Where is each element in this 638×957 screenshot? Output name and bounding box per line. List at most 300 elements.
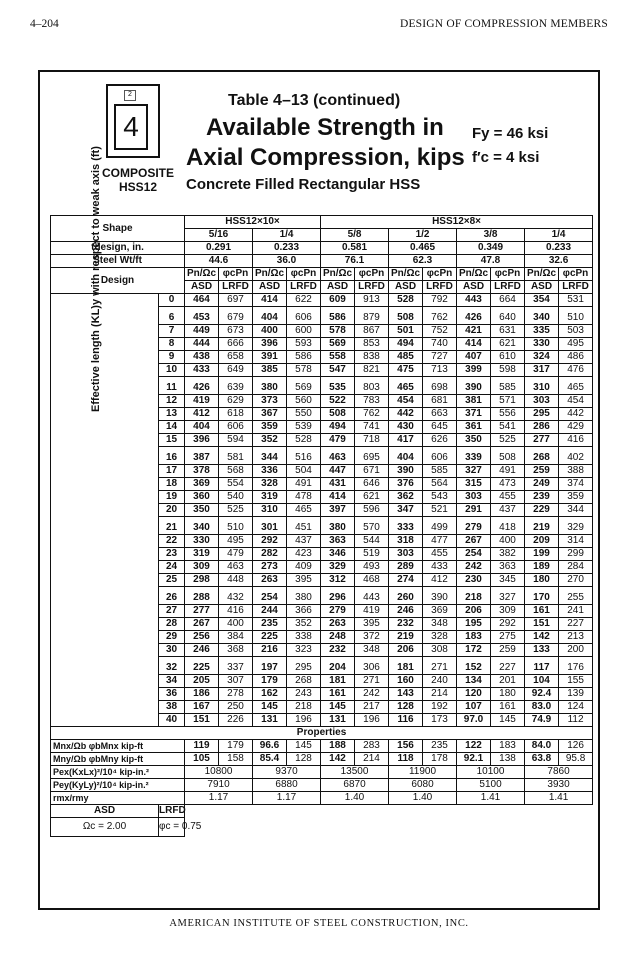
strength-cell: 292 <box>491 618 525 631</box>
lrfd-label: LRFD <box>287 281 321 294</box>
strength-cell: 535 <box>321 377 355 395</box>
asd-header: Pn/Ωc <box>321 268 355 281</box>
length-cell: 16 <box>159 447 185 465</box>
strength-cell: 362 <box>389 491 423 504</box>
strength-cell: 400 <box>219 618 253 631</box>
strength-cell: 225 <box>185 657 219 675</box>
mny-value: 128 <box>287 753 321 766</box>
shape-label: Shape <box>51 216 185 242</box>
mnx-label: Mnx/Ωb φbMnx kip-ft <box>51 740 185 753</box>
strength-cell: 681 <box>423 395 457 408</box>
strength-cell: 143 <box>389 688 423 701</box>
asd-label: ASD <box>185 281 219 294</box>
lrfd-header: φcPn <box>355 268 389 281</box>
strength-cell: 309 <box>491 605 525 618</box>
strength-cell: 133 <box>525 644 559 657</box>
mnx-value: 188 <box>321 740 355 753</box>
strength-cell: 284 <box>559 561 593 574</box>
strength-cell: 279 <box>457 517 491 535</box>
strength-cell: 112 <box>559 714 593 727</box>
length-cell: 7 <box>159 325 185 338</box>
strength-cell: 338 <box>287 631 321 644</box>
strength-cell: 463 <box>321 447 355 465</box>
strength-cell: 741 <box>355 421 389 434</box>
strength-cell: 359 <box>559 491 593 504</box>
strength-cell: 495 <box>219 535 253 548</box>
strength-cell: 596 <box>355 504 389 517</box>
strength-cell: 329 <box>559 517 593 535</box>
strength-cell: 727 <box>423 351 457 364</box>
strength-cell: 838 <box>355 351 389 364</box>
strength-cell: 438 <box>185 351 219 364</box>
strength-cell: 476 <box>559 364 593 377</box>
strength-cell: 629 <box>219 395 253 408</box>
strength-cell: 344 <box>253 447 287 465</box>
strength-cell: 621 <box>491 338 525 351</box>
strength-cell: 229 <box>525 504 559 517</box>
strength-cell: 679 <box>219 307 253 325</box>
strength-cell: 569 <box>321 338 355 351</box>
strength-cell: 390 <box>389 465 423 478</box>
material-properties <box>472 122 548 170</box>
strength-cell: 468 <box>355 574 389 587</box>
length-cell: 24 <box>159 561 185 574</box>
mnx-value: 126 <box>559 740 593 753</box>
length-cell: 34 <box>159 675 185 688</box>
strength-cell: 388 <box>559 465 593 478</box>
strength-cell: 486 <box>559 351 593 364</box>
strength-cell: 521 <box>423 504 457 517</box>
length-cell: 15 <box>159 434 185 447</box>
strength-cell: 594 <box>219 434 253 447</box>
strength-cell: 378 <box>185 465 219 478</box>
strength-cell: 309 <box>185 561 219 574</box>
strength-cell: 543 <box>423 491 457 504</box>
strength-cell: 409 <box>287 561 321 574</box>
steelwt-value: 36.0 <box>253 255 321 268</box>
strength-cell: 539 <box>287 421 321 434</box>
strength-cell: 412 <box>185 408 219 421</box>
length-cell: 10 <box>159 364 185 377</box>
strength-cell: 416 <box>219 605 253 618</box>
mny-value: 214 <box>355 753 389 766</box>
tdesign-label: tdesign, in. <box>51 242 185 255</box>
strength-cell: 372 <box>355 631 389 644</box>
strength-cell: 618 <box>219 408 253 421</box>
strength-cell: 550 <box>287 408 321 421</box>
strength-cell: 204 <box>321 657 355 675</box>
strength-cell: 485 <box>389 351 423 364</box>
strength-cell: 396 <box>253 338 287 351</box>
strength-cell: 199 <box>525 548 559 561</box>
strength-cell: 525 <box>219 504 253 517</box>
strength-cell: 197 <box>253 657 287 675</box>
strength-cell: 181 <box>321 675 355 688</box>
strength-cell: 120 <box>457 688 491 701</box>
strength-cell: 414 <box>321 491 355 504</box>
strength-cell: 448 <box>219 574 253 587</box>
strength-cell: 319 <box>185 548 219 561</box>
strength-cell: 404 <box>185 421 219 434</box>
strength-cell: 259 <box>491 644 525 657</box>
strength-cell: 598 <box>491 364 525 377</box>
strength-cell: 426 <box>185 377 219 395</box>
strength-cell: 151 <box>525 618 559 631</box>
strength-cell: 376 <box>389 478 423 491</box>
strength-cell: 347 <box>389 504 423 517</box>
mnx-value: 183 <box>491 740 525 753</box>
strength-cell: 330 <box>185 535 219 548</box>
strength-cell: 83.0 <box>525 701 559 714</box>
strength-cell: 663 <box>423 408 457 421</box>
strength-cell: 303 <box>389 548 423 561</box>
strength-cell: 162 <box>253 688 287 701</box>
strength-cell: 335 <box>525 325 559 338</box>
strength-cell: 310 <box>525 377 559 395</box>
steelwt-row <box>51 255 593 268</box>
strength-cell: 558 <box>321 351 355 364</box>
tab-small-number: 2 <box>124 90 136 101</box>
blank-area <box>185 805 593 837</box>
strength-cell: 493 <box>355 561 389 574</box>
mnx-value: 156 <box>389 740 423 753</box>
mny-value: 158 <box>219 753 253 766</box>
strength-cell: 367 <box>253 408 287 421</box>
thickness-cell: 1/4 <box>253 229 321 242</box>
lrfd-header: φcPn <box>287 268 321 281</box>
strength-cell: 423 <box>287 548 321 561</box>
strength-cell: 323 <box>287 644 321 657</box>
pex-value: 10100 <box>457 766 525 779</box>
strength-cell: 465 <box>287 504 321 517</box>
strength-cell: 340 <box>525 307 559 325</box>
strength-cell: 92.4 <box>525 688 559 701</box>
strength-cell: 361 <box>457 421 491 434</box>
strength-cell: 107 <box>457 701 491 714</box>
strength-cell: 528 <box>287 434 321 447</box>
mnx-value: 96.6 <box>253 740 287 753</box>
strength-cell: 259 <box>525 465 559 478</box>
data-row <box>51 294 593 307</box>
strength-cell: 260 <box>389 587 423 605</box>
page-number: 4–204 <box>30 18 59 30</box>
strength-cell: 606 <box>423 447 457 465</box>
strength-cell: 658 <box>219 351 253 364</box>
strength-cell: 508 <box>389 307 423 325</box>
strength-cell: 695 <box>355 447 389 465</box>
strength-cell: 373 <box>253 395 287 408</box>
strength-cell: 374 <box>559 478 593 491</box>
strength-cell: 510 <box>219 517 253 535</box>
strength-cell: 299 <box>559 548 593 561</box>
strength-cell: 295 <box>525 408 559 421</box>
mnx-value: 145 <box>287 740 321 753</box>
strength-cell: 330 <box>525 338 559 351</box>
pey-value: 5100 <box>457 779 525 792</box>
strength-cell: 242 <box>457 561 491 574</box>
strength-cell: 350 <box>185 504 219 517</box>
shape-row <box>51 216 593 229</box>
strength-cell: 504 <box>287 465 321 478</box>
strength-cell: 433 <box>423 561 457 574</box>
strength-cell: 451 <box>287 517 321 535</box>
lrfd-factor-label: LRFD <box>159 805 186 816</box>
strength-cell: 145 <box>321 701 355 714</box>
strength-cell: 271 <box>355 675 389 688</box>
strength-cell: 621 <box>355 491 389 504</box>
strength-cell: 369 <box>423 605 457 618</box>
strength-cell: 268 <box>287 675 321 688</box>
strength-cell: 315 <box>457 478 491 491</box>
strength-cell: 267 <box>457 535 491 548</box>
strength-cell: 640 <box>491 307 525 325</box>
strength-cell: 666 <box>219 338 253 351</box>
strength-cell: 324 <box>525 351 559 364</box>
strength-cell: 609 <box>321 294 355 307</box>
strength-cell: 329 <box>321 561 355 574</box>
strength-cell: 671 <box>355 465 389 478</box>
mny-value: 85.4 <box>253 753 287 766</box>
strength-cell: 639 <box>219 377 253 395</box>
strength-cell: 337 <box>219 657 253 675</box>
strength-cell: 189 <box>525 561 559 574</box>
strength-cell: 327 <box>491 587 525 605</box>
strength-cell: 291 <box>457 504 491 517</box>
strength-cell: 317 <box>525 364 559 377</box>
lrfd-header: φcPn <box>491 268 525 281</box>
strength-cell: 407 <box>457 351 491 364</box>
pex-value: 10800 <box>185 766 253 779</box>
pey-value: 6880 <box>253 779 321 792</box>
asd-header: Pn/Ωc <box>253 268 287 281</box>
strength-cell: 244 <box>253 605 287 618</box>
strength-cell: 172 <box>457 644 491 657</box>
strength-cell: 363 <box>491 561 525 574</box>
strength-cell: 360 <box>185 491 219 504</box>
strength-cell: 442 <box>389 408 423 421</box>
strength-cell: 414 <box>457 338 491 351</box>
strength-cell: 626 <box>423 434 457 447</box>
strength-cell: 350 <box>457 434 491 447</box>
page-footer: AMERICAN INSTITUTE OF STEEL CONSTRUCTION, INC. <box>169 918 469 929</box>
asd-header: Pn/Ωc <box>185 268 219 281</box>
steelwt-value: 47.8 <box>457 255 525 268</box>
strength-cell: 312 <box>321 574 355 587</box>
mny-label: Mny/Ωb φbMny kip-ft <box>51 753 185 766</box>
strength-cell: 508 <box>321 408 355 421</box>
strength-cell: 104 <box>525 675 559 688</box>
mny-row <box>51 753 593 766</box>
strength-cell: 569 <box>287 377 321 395</box>
length-cell: 13 <box>159 408 185 421</box>
strength-cell: 586 <box>321 307 355 325</box>
section-label-line1: COMPOSITE <box>101 166 174 180</box>
strength-cell: 263 <box>253 574 287 587</box>
rmx-value: 1.40 <box>321 792 389 805</box>
strength-cell: 254 <box>457 548 491 561</box>
strength-cell: 333 <box>389 517 423 535</box>
chapter-title: DESIGN OF COMPRESSION MEMBERS <box>399 18 608 30</box>
strength-cell: 645 <box>423 421 457 434</box>
strength-cell: 913 <box>355 294 389 307</box>
strength-cell: 783 <box>355 395 389 408</box>
rmx-row <box>51 792 593 805</box>
strength-cell: 479 <box>219 548 253 561</box>
table-title-line2: Axial Compression, kips <box>186 144 465 171</box>
strength-cell: 328 <box>423 631 457 644</box>
strength-cell: 151 <box>185 714 219 727</box>
strength-cell: 218 <box>457 587 491 605</box>
strength-cell: 181 <box>389 657 423 675</box>
strength-cell: 664 <box>491 294 525 307</box>
fy-value: Fy = 46 ksi <box>472 125 549 142</box>
strength-cell: 570 <box>355 517 389 535</box>
lrfd-label: LRFD <box>423 281 457 294</box>
shape-name: HSS12×8× <box>321 216 593 229</box>
strength-cell: 475 <box>389 364 423 377</box>
length-cell: 14 <box>159 421 185 434</box>
strength-cell: 395 <box>355 618 389 631</box>
mnx-value: 122 <box>457 740 491 753</box>
thickness-cell: 5/8 <box>321 229 389 242</box>
strength-cell: 516 <box>287 447 321 465</box>
strength-cell: 196 <box>287 714 321 727</box>
strength-cell: 531 <box>559 294 593 307</box>
table-number: Table 4–13 (continued) <box>228 92 401 109</box>
rmx-value: 1.41 <box>525 792 593 805</box>
lrfd-header: φcPn <box>219 268 253 281</box>
strength-cell: 402 <box>559 447 593 465</box>
strength-cell: 391 <box>253 351 287 364</box>
strength-cell: 571 <box>491 395 525 408</box>
strength-cell: 173 <box>423 714 457 727</box>
strength-cell: 161 <box>321 688 355 701</box>
thickness-cell: 1/4 <box>525 229 593 242</box>
tdesign-value: 0.291 <box>185 242 253 255</box>
strength-cell: 161 <box>491 701 525 714</box>
strength-cell: 232 <box>389 618 423 631</box>
properties-title: Properties <box>51 727 593 740</box>
strength-cell: 464 <box>185 294 219 307</box>
strength-cell: 196 <box>355 714 389 727</box>
strength-cell: 453 <box>185 307 219 325</box>
strength-table <box>50 215 593 837</box>
strength-cell: 240 <box>423 675 457 688</box>
strength-cell: 578 <box>287 364 321 377</box>
strength-cell: 380 <box>253 377 287 395</box>
asd-header: Pn/Ωc <box>389 268 423 281</box>
steelwt-value: 76.1 <box>321 255 389 268</box>
strength-cell: 267 <box>185 618 219 631</box>
asd-label: ASD <box>253 281 287 294</box>
strength-cell: 268 <box>525 447 559 465</box>
strength-cell: 142 <box>525 631 559 644</box>
strength-cell: 479 <box>321 434 355 447</box>
pey-label: Pey(KyLy)²/10⁴ kip-in.² <box>51 779 185 792</box>
strength-cell: 183 <box>457 631 491 644</box>
strength-cell: 384 <box>219 631 253 644</box>
length-cell: 21 <box>159 517 185 535</box>
strength-cell: 454 <box>389 395 423 408</box>
strength-cell: 318 <box>389 535 423 548</box>
mnx-value: 235 <box>423 740 457 753</box>
strength-cell: 345 <box>491 574 525 587</box>
strength-cell: 205 <box>185 675 219 688</box>
strength-cell: 437 <box>287 535 321 548</box>
strength-cell: 606 <box>219 421 253 434</box>
strength-cell: 522 <box>321 395 355 408</box>
strength-cell: 491 <box>491 465 525 478</box>
strength-cell: 525 <box>491 434 525 447</box>
pey-value: 6080 <box>389 779 457 792</box>
strength-cell: 578 <box>321 325 355 338</box>
strength-cell: 232 <box>321 644 355 657</box>
pey-value: 7910 <box>185 779 253 792</box>
strength-cell: 227 <box>559 618 593 631</box>
tdesign-value: 0.233 <box>253 242 321 255</box>
strength-cell: 273 <box>253 561 287 574</box>
strength-cell: 336 <box>253 465 287 478</box>
strength-cell: 274 <box>389 574 423 587</box>
strength-cell: 292 <box>253 535 287 548</box>
strength-cell: 74.9 <box>525 714 559 727</box>
strength-cell: 418 <box>491 517 525 535</box>
tab-number: 4 <box>114 104 148 150</box>
strength-cell: 201 <box>491 675 525 688</box>
properties-row <box>51 727 593 740</box>
strength-cell: 494 <box>321 421 355 434</box>
strength-cell: 416 <box>559 434 593 447</box>
strength-cell: 585 <box>491 377 525 395</box>
strength-cell: 271 <box>423 657 457 675</box>
pex-value: 13500 <box>321 766 389 779</box>
strength-cell: 442 <box>559 408 593 421</box>
table-frame <box>38 70 600 910</box>
strength-cell: 494 <box>389 338 423 351</box>
lrfd-label: LRFD <box>559 281 593 294</box>
lrfd-label: LRFD <box>355 281 389 294</box>
strength-cell: 286 <box>525 421 559 434</box>
strength-cell: 414 <box>253 294 287 307</box>
strength-cell: 296 <box>321 587 355 605</box>
strength-cell: 263 <box>321 618 355 631</box>
shape-name: HSS12×10× <box>185 216 321 229</box>
tdesign-row <box>51 242 593 255</box>
strength-cell: 395 <box>287 574 321 587</box>
strength-cell: 600 <box>287 325 321 338</box>
length-cell: 20 <box>159 504 185 517</box>
table-subtitle: Concrete Filled Rectangular HSS <box>186 176 421 193</box>
strength-cell: 216 <box>253 644 287 657</box>
strength-cell: 426 <box>457 307 491 325</box>
strength-cell: 568 <box>219 465 253 478</box>
strength-cell: 279 <box>321 605 355 618</box>
strength-cell: 380 <box>287 587 321 605</box>
strength-cell: 419 <box>185 395 219 408</box>
mnx-value: 119 <box>185 740 219 753</box>
strength-cell: 255 <box>559 587 593 605</box>
strength-cell: 454 <box>559 395 593 408</box>
strength-cell: 218 <box>287 701 321 714</box>
strength-cell: 443 <box>355 587 389 605</box>
section-label-line2: HSS12 <box>118 180 158 194</box>
strength-cell: 344 <box>559 504 593 517</box>
strength-cell: 97.0 <box>457 714 491 727</box>
asd-label: ASD <box>457 281 491 294</box>
strength-cell: 295 <box>287 657 321 675</box>
length-cell: 26 <box>159 587 185 605</box>
strength-cell: 510 <box>559 307 593 325</box>
